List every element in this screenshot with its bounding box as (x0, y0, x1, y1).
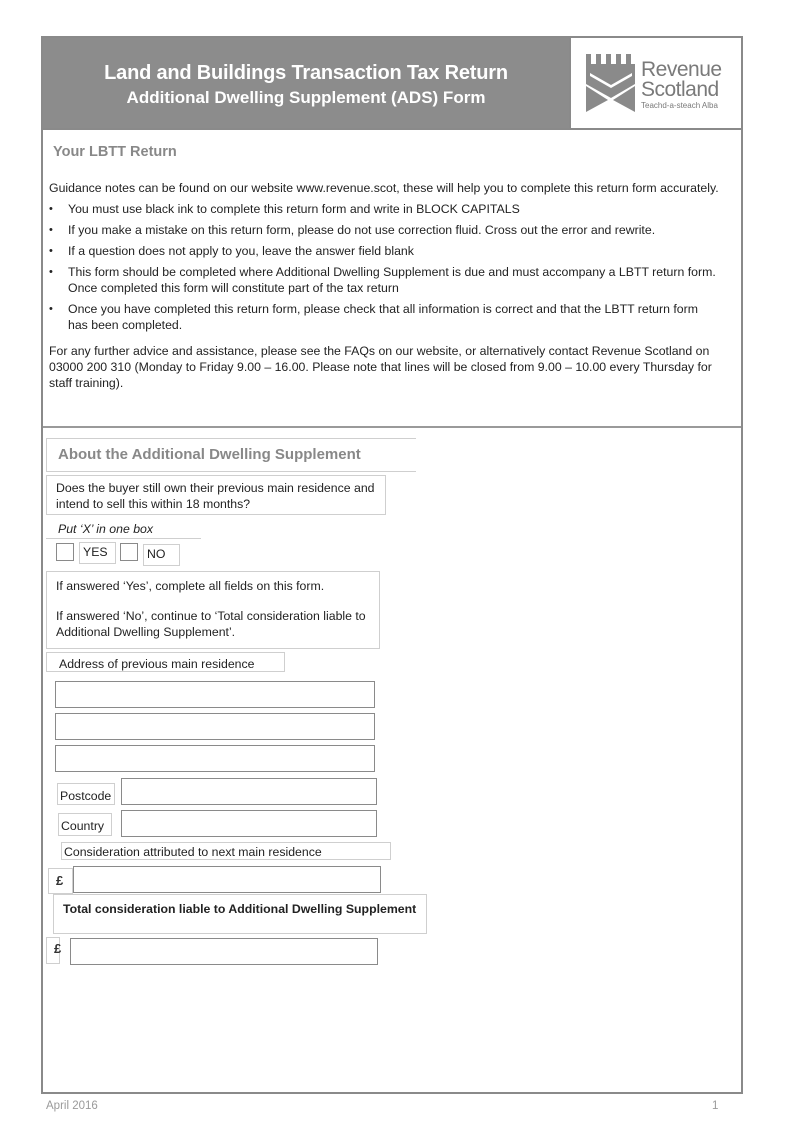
address-line-1-input[interactable] (55, 681, 375, 708)
guidance-bullets (49, 201, 719, 333)
section-divider (43, 426, 741, 428)
logo-text (641, 60, 722, 111)
bullet-icon: • (49, 245, 53, 257)
guidance-bullet: • If you make a mistake on this return form, please do not use correction fluid. Cross out the error and rewrite. (49, 223, 656, 237)
consideration-label: Consideration attributed to next main residence (61, 842, 391, 860)
logo-line1: Revenue (641, 58, 722, 81)
country-label: Country (58, 813, 112, 836)
total-consideration-input[interactable] (70, 938, 378, 965)
address-line-2-input[interactable] (55, 713, 375, 740)
country-input[interactable] (121, 810, 377, 837)
guidance-bullet: • If a question does not apply to you, leave the answer field blank (49, 244, 414, 258)
address-label: Address of previous main residence (46, 652, 285, 672)
no-label: NO (143, 544, 180, 566)
form-subtitle: Additional Dwelling Supplement (ADS) Form (126, 88, 486, 107)
bullet-icon: • (49, 266, 53, 278)
bullet-icon: • (49, 203, 53, 215)
contact-info: For any further advice and assistance, please see the FAQs on our website, or alternatively contact Revenue Scotland on 03000 200 310 (Monday to Friday 9.00 – 16.00. Please note that lines will be closed from 9.00 – 10.00 every Thursday for staff training). (49, 344, 712, 390)
page-number: 1 (712, 1100, 719, 1112)
guidance-bullet: • Once you have completed this return form, please check that all information is correct and that the LBTT return form has been completed. (49, 302, 698, 332)
answer-instructions (46, 571, 380, 649)
section-title-lbtt-return: Your LBTT Return (53, 144, 177, 160)
no-checkbox[interactable] (120, 543, 138, 561)
logo-tagline: Teachd-a-steach Alba (641, 101, 718, 110)
note-no: If answered ‘No’, continue to ‘Total consideration liable to Additional Dwelling Supplement’. (56, 609, 366, 639)
header-divider (43, 128, 741, 130)
section-title-ads: About the Additional Dwelling Supplement (46, 438, 416, 472)
postcode-input[interactable] (121, 778, 377, 805)
address-line-3-input[interactable] (55, 745, 375, 772)
yes-label: YES (79, 542, 116, 564)
logo-line2: Scotland (641, 78, 719, 101)
bullet-icon: • (49, 224, 53, 236)
note-yes: If answered ‘Yes’, complete all fields on this form. (56, 579, 325, 593)
total-consideration-label: Total consideration liable to Additional Dwelling Supplement (53, 894, 427, 934)
pound-sign-icon: £ (56, 873, 64, 888)
guidance-notes (49, 180, 719, 396)
instruction-put-x: Put ‘X’ in one box (46, 519, 201, 539)
guidance-bullet: • You must use black ink to complete this return form and write in BLOCK CAPITALS (49, 202, 520, 216)
guidance-bullet: • This form should be completed where Additional Dwelling Supplement is due and must accompany a LBTT return form. Once completed this form will constitute part of the tax return (49, 265, 716, 295)
yes-checkbox[interactable] (56, 543, 74, 561)
form-title: Land and Buildings Transaction Tax Return (104, 62, 508, 84)
pound-sign-icon: £ (54, 941, 62, 956)
bullet-icon: • (49, 303, 53, 315)
ownership-question: Does the buyer still own their previous main residence and intend to sell this within 18 months? (46, 475, 386, 515)
postcode-label: Postcode (57, 783, 115, 805)
revenue-scotland-logo (569, 38, 741, 128)
guidance-text: Guidance notes can be found on our website www.revenue.scot, these will help you to complete this return form accurately. (49, 181, 719, 195)
saltire-castle-icon (586, 54, 636, 112)
form-header (43, 38, 569, 128)
form-page (41, 36, 743, 1094)
footer-date: April 2016 (46, 1100, 98, 1112)
consideration-input[interactable] (73, 866, 381, 893)
